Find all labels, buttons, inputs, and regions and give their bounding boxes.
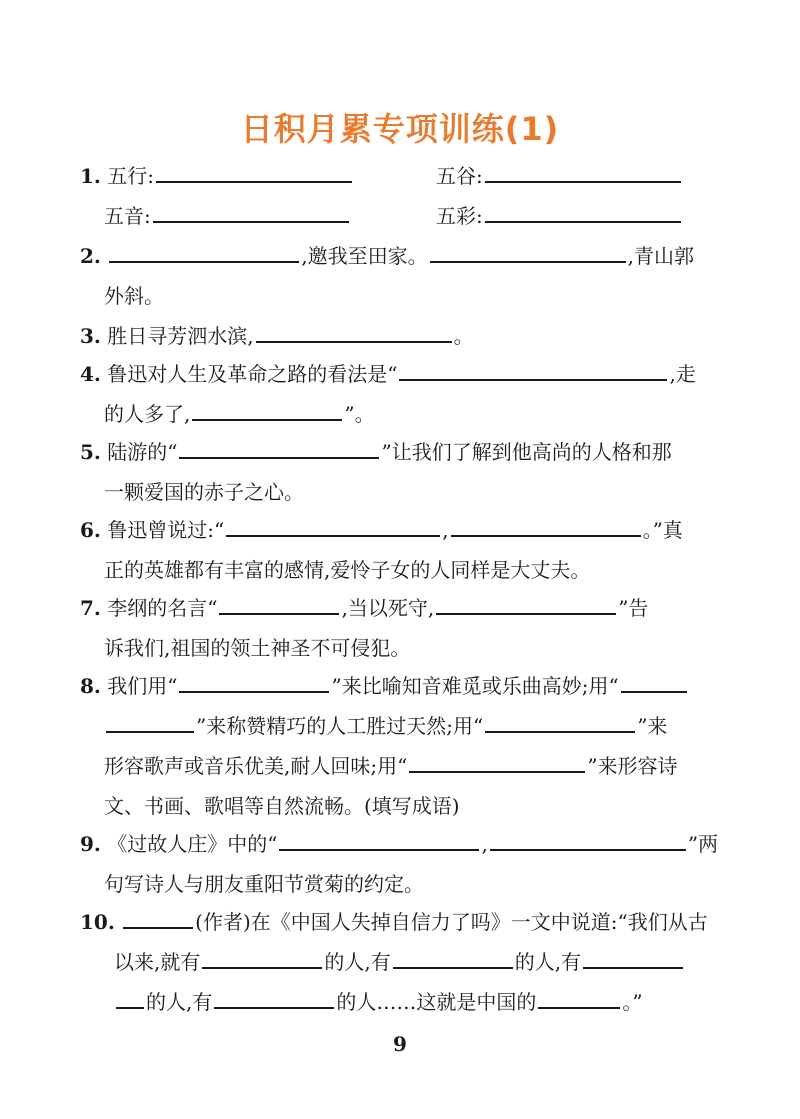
question-2-row-1	[80, 238, 694, 274]
page-title: 日积月累专项训练(1)	[240, 110, 560, 148]
question-text: (作者)在《中国人失掉自信力了吗》一文中说道:“我们从古	[195, 910, 708, 934]
question-text: 鲁迅对人生及革命之路的看法是“	[107, 362, 398, 386]
question-2-row-2: 外斜。	[104, 284, 164, 308]
label-wuyin: 五音:	[104, 204, 151, 228]
question-4-row-1	[80, 356, 696, 392]
answer-blank[interactable]	[451, 515, 641, 537]
question-text: ,青山郭	[627, 244, 694, 268]
question-text: 《过故人庄》中的“	[107, 832, 278, 856]
answer-blank[interactable]	[109, 241, 299, 263]
question-text: 。”	[622, 990, 643, 1014]
question-text: ”告	[618, 596, 649, 620]
question-text: 的人……这就是中国的	[336, 990, 537, 1014]
question-7-row-2: 诉我们,祖国的领土神圣不可侵犯。	[104, 636, 411, 660]
question-text: ”来比喻知音难觅或乐曲高妙;用“	[331, 674, 619, 698]
question-10-row-3	[114, 984, 643, 1020]
question-number: 8.	[80, 674, 101, 698]
question-text: 我们用“	[107, 674, 178, 698]
question-1-row-2	[104, 198, 351, 234]
answer-blank[interactable]	[436, 593, 616, 615]
question-text: 李纲的名言“	[107, 596, 218, 620]
answer-blank[interactable]	[485, 161, 681, 183]
question-number: 5.	[80, 440, 101, 464]
label-wuxing: 五行:	[107, 164, 154, 188]
question-text: 的人,有	[324, 950, 391, 974]
question-text: ”来形容诗	[587, 754, 678, 778]
question-text: 鲁迅曾说过:“	[107, 518, 225, 542]
question-number: 1.	[80, 164, 101, 188]
question-text: 胜日寻芳泗水滨,	[107, 324, 254, 348]
question-text: 以来,就有	[114, 950, 201, 974]
question-text: ”。	[344, 402, 375, 426]
answer-blank[interactable]	[256, 321, 452, 343]
question-8-row-4: 文、书画、歌唱等自然流畅。(填写成语)	[104, 794, 460, 818]
answer-blank[interactable]	[116, 987, 144, 1009]
question-8-row-1	[80, 668, 689, 704]
answer-blank[interactable]	[214, 987, 334, 1009]
question-6-row-2: 正的英雄都有丰富的感情,爱怜子女的人同样是大丈夫。	[104, 558, 591, 582]
question-text: ”来	[637, 714, 668, 738]
answer-blank[interactable]	[192, 399, 342, 421]
question-number: 7.	[80, 596, 101, 620]
answer-blank[interactable]	[583, 947, 683, 969]
question-number: 2.	[80, 244, 101, 268]
question-1-col-2b	[436, 198, 683, 234]
question-text: 陆游的“	[107, 440, 178, 464]
question-text: ,	[442, 518, 449, 542]
question-text: ,邀我至田家。	[301, 244, 428, 268]
answer-blank[interactable]	[399, 359, 667, 381]
question-8-row-3	[104, 748, 678, 784]
answer-blank[interactable]	[156, 161, 352, 183]
question-4-row-2	[104, 396, 375, 432]
answer-blank[interactable]	[485, 711, 635, 733]
question-9-row-1	[80, 826, 718, 862]
question-number: 10.	[80, 910, 115, 934]
question-10-row-1	[80, 904, 708, 940]
question-text: ,走	[669, 362, 696, 386]
label-wugu: 五谷:	[436, 164, 483, 188]
question-8-row-2	[104, 708, 667, 744]
question-text: ”让我们了解到他高尚的人格和那	[381, 440, 672, 464]
question-number: 6.	[80, 518, 101, 542]
answer-blank[interactable]	[430, 241, 626, 263]
question-number: 4.	[80, 362, 101, 386]
answer-blank[interactable]	[202, 947, 322, 969]
question-text: 。	[453, 324, 474, 348]
answer-blank[interactable]	[179, 437, 379, 459]
answer-blank[interactable]	[106, 711, 194, 733]
answer-blank[interactable]	[153, 201, 349, 223]
question-5-row-1	[80, 434, 672, 470]
question-text: 的人,有	[514, 950, 582, 974]
answer-blank[interactable]	[409, 751, 585, 773]
question-text: 形容歌声或音乐优美,耐人回味;用“	[104, 754, 408, 778]
answer-blank[interactable]	[490, 829, 686, 851]
question-text: 的人,有	[146, 990, 213, 1014]
question-number: 3.	[80, 324, 101, 348]
question-7-row-1	[80, 590, 648, 626]
question-3-row-1	[80, 318, 474, 354]
answer-blank[interactable]	[393, 947, 513, 969]
question-number: 9.	[80, 832, 101, 856]
question-text: ,当以死守,	[341, 596, 435, 620]
question-text: 的人多了,	[104, 402, 191, 426]
answer-blank[interactable]	[485, 201, 681, 223]
answer-blank[interactable]	[279, 829, 479, 851]
label-wucai: 五彩:	[436, 204, 483, 228]
question-text: ,	[481, 832, 488, 856]
question-6-row-1	[80, 512, 683, 548]
question-text: ”来称赞精巧的人工胜过天然;用“	[196, 714, 484, 738]
question-1-row-1	[80, 158, 354, 194]
question-1-col-2	[436, 158, 683, 194]
question-text: 。”真	[642, 518, 683, 542]
question-5-row-2: 一颗爱国的赤子之心。	[104, 480, 304, 504]
answer-blank[interactable]	[538, 987, 620, 1009]
page-number: 9	[393, 1032, 407, 1056]
answer-blank[interactable]	[621, 671, 687, 693]
answer-blank[interactable]	[179, 671, 329, 693]
answer-blank[interactable]	[219, 593, 339, 615]
question-9-row-2: 句写诗人与朋友重阳节赏菊的约定。	[104, 872, 424, 896]
answer-blank[interactable]	[226, 515, 440, 537]
answer-blank[interactable]	[123, 907, 193, 929]
question-10-row-2	[114, 944, 685, 980]
question-text: ”两	[687, 832, 719, 856]
